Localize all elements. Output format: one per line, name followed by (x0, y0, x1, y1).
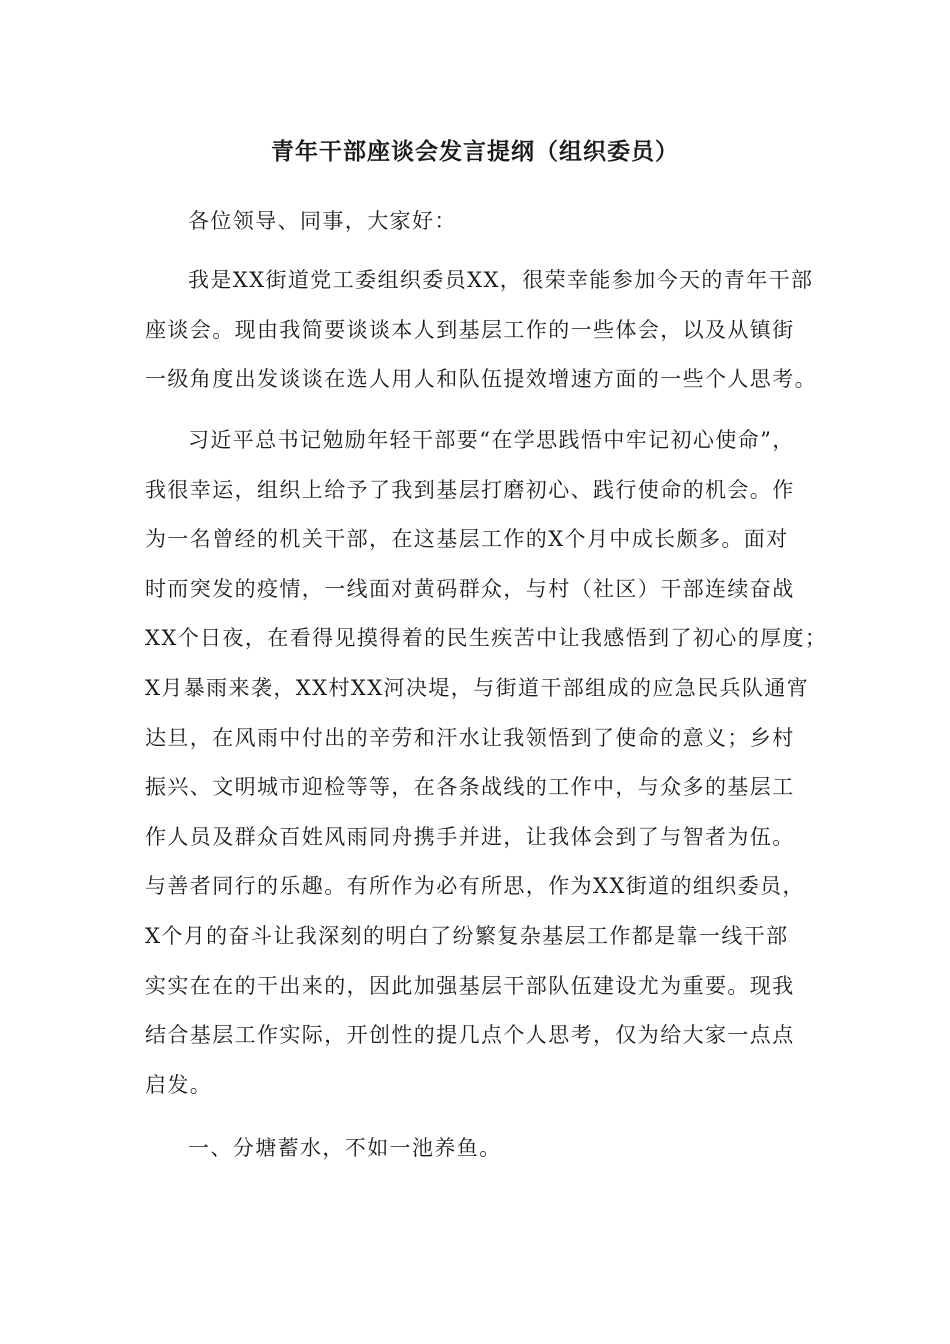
body-line: 结合基层工作实际，开创性的提几点个人思考，仅为给大家一点点 (145, 1023, 795, 1048)
body-line: 实实在在的干出来的，因此加强基层干部队伍建设尤为重要。现我 (145, 973, 795, 998)
body-paragraph (145, 416, 828, 1110)
document-title: 青年干部座谈会发言提纲（组织委员） (271, 138, 679, 165)
body-line: 我很幸运，组织上给予了我到基层打磨初心、践行使命的机会。作 (145, 477, 795, 502)
body-line: 为一名曾经的机关干部，在这基层工作的X个月中成长颇多。面对 (145, 527, 789, 552)
body-line: 习近平总书记勉励年轻干部要“在学思践悟中牢记初心使命”， (188, 428, 795, 452)
body-line: 达旦，在风雨中付出的辛劳和汗水让我领悟到了使命的意义；乡村 (145, 725, 795, 750)
intro-line: 一级角度出发谈谈在选人用人和队伍提效增速方面的一些个人思考。 (145, 367, 817, 392)
greeting-paragraph (145, 197, 852, 247)
body-line: 作人员及群众百姓风雨同舟携手并进，让我体会到了与智者为伍。 (145, 824, 795, 849)
body-line: 振兴、文明城市迎检等等，在各条战线的工作中，与众多的基层工 (145, 775, 795, 800)
body-line: X月暴雨来袭，XX村XX河决堤，与街道干部组成的应急民兵队通宵 (145, 675, 810, 700)
body-line: X个月的奋斗让我深刻的明白了纷繁复杂基层工作都是靠一线干部 (145, 923, 789, 948)
body-line: 与善者同行的乐趣。有所作为必有所思，作为XX街道的组织委员， (145, 874, 805, 899)
section-heading-paragraph (145, 1124, 852, 1174)
intro-line: 我是XX街道党工委组织委员XX，很荣幸能参加今天的青年干部 (188, 268, 814, 292)
greeting-line: 各位领导、同事，大家好： (188, 209, 457, 233)
body-line: 启发。 (145, 1072, 213, 1097)
body-line: XX个日夜，在看得见摸得着的民生疾苦中让我感悟到了初心的厚度； (145, 626, 828, 651)
intro-paragraph (145, 256, 817, 405)
intro-line: 座谈会。现由我简要谈谈本人到基层工作的一些体会，以及从镇街 (145, 317, 795, 342)
body-line: 时而突发的疫情，一线面对黄码群众，与村（社区）干部连续奋战 (145, 576, 795, 601)
section-heading: 一、分塘蓄水，不如一池养鱼。 (188, 1136, 502, 1160)
